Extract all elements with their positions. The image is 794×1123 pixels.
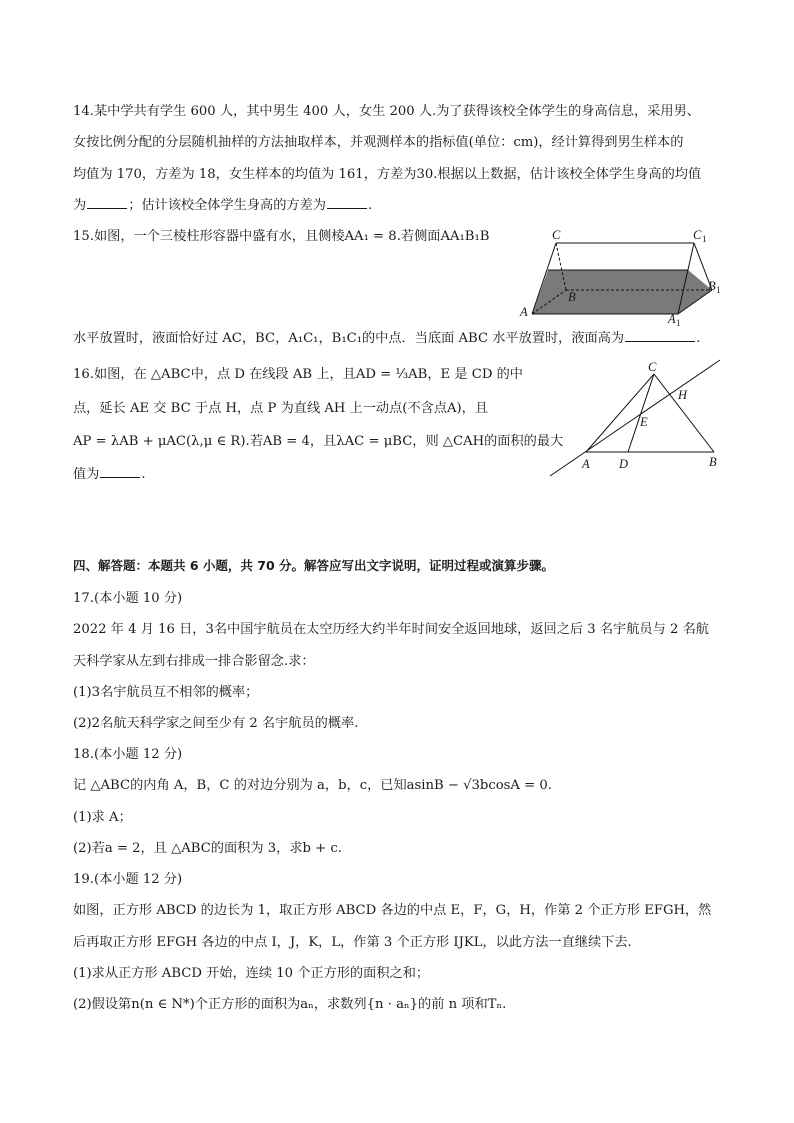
prism-label-B1: B xyxy=(708,279,716,293)
q16-text-b: . xyxy=(141,467,146,482)
tri-label-H: H xyxy=(678,388,688,402)
prism-label-A: A xyxy=(520,305,528,319)
prism-label-B1-sub: 1 xyxy=(716,285,721,295)
prism-label-B: B xyxy=(568,290,576,304)
q15-blank-height[interactable] xyxy=(625,329,695,342)
q14-blank-variance[interactable] xyxy=(327,196,367,209)
q16-line-1: 16.如图，在 △ABC中，点 D 在线段 AB 上，且AD = ⅓AB，E 是 CD 的中 xyxy=(73,367,523,382)
q15-line-1: 15.如图，一个三棱柱形容器中盛有水，且侧棱AA₁ = 8.若侧面AA₁B₁B xyxy=(73,229,490,244)
q17-part-1: (1)3名宇航员互不相邻的概率； xyxy=(73,685,259,700)
prism-figure xyxy=(512,228,732,328)
q17-part-2: (2)2名航天科学家之间至少有 2 名宇航员的概率. xyxy=(73,716,359,731)
tri-label-E: E xyxy=(640,415,648,429)
q15-line-2 xyxy=(73,329,700,349)
q14-text-c: . xyxy=(368,198,373,213)
q18-line-1: 记 △ABC的内角 A，B，C 的对边分别为 a，b，c，已知asinB − √3bcosA = 0. xyxy=(73,778,552,793)
tri-label-B: B xyxy=(709,455,717,469)
q17-line-1: 2022 年 4 月 16 日，3名中国宇航员在太空历经大约半年时间安全返回地球，返回之后 3 名宇航员与 2 名航 xyxy=(73,622,709,637)
q15-text-b: . xyxy=(696,331,701,346)
q19-line-2: 后再取正方形 EFGH 各边的中点 I，J，K，L，作第 3 个正方形 IJKL，以此方法一直继续下去. xyxy=(73,935,632,950)
prism-label-C: C xyxy=(552,228,561,242)
q18-part-1: (1)求 A； xyxy=(73,810,132,825)
q17-head: 17.(本小题 10 分) xyxy=(73,591,183,606)
q16-line-3: AP = λAB + μAC(λ,μ ∈ R).若AB = 4，且λAC = μBC，则 △CAH的面积的最大 xyxy=(73,434,564,449)
tri-label-D: D xyxy=(619,457,629,471)
q15-text-a: 水平放置时，液面恰好过 AC，BC，A₁C₁，B₁C₁的中点．当底面 ABC 水平放置时，液面高为 xyxy=(73,331,625,346)
q19-line-1: 如图，正方形 ABCD 的边长为 1，取正方形 ABCD 各边的中点 E，F，G，H，作第 2 个正方形 EFGH，然 xyxy=(73,903,712,918)
prism-label-A1-sub: 1 xyxy=(676,318,681,328)
section-4-heading: 四、解答题：本题共 6 小题，共 70 分。解答应写出文字说明，证明过程或演算步骤。 xyxy=(73,558,555,573)
q14-line-2: 女按比例分配的分层随机抽样的方法抽取样本，并观测样本的指标值(单位：cm)，经计算得到男生样本的 xyxy=(73,135,684,150)
q14-text-a: 为 xyxy=(73,198,87,213)
q18-part-2: (2)若a = 2，且 △ABC的面积为 3，求b + c. xyxy=(73,841,342,856)
tri-label-A: A xyxy=(582,457,590,471)
q14-line-3: 均值为 170，方差为 18，女生样本的均值为 161，方差为30.根据以上数据，估计该校全体学生身高的均值 xyxy=(73,167,702,182)
q17-line-2: 天科学家从左到右排成一排合影留念.求： xyxy=(73,654,315,669)
q14-line-4 xyxy=(73,196,372,216)
q16-line-2: 点，延长 AE 交 BC 于点 H，点 P 为直线 AH 上一动点(不含点A)，且 xyxy=(73,401,489,416)
prism-label-A1: A xyxy=(668,312,676,326)
q14-blank-mean[interactable] xyxy=(87,196,127,209)
q14-line-1: 14.某中学共有学生 600 人，其中男生 400 人，女生 200 人.为了获得该校全体学生的身高信息，采用男、 xyxy=(73,104,700,119)
q19-part-2: (2)假设第n(n ∈ N*)个正方形的面积为aₙ，求数列{n · aₙ}的前 n 项和Tₙ. xyxy=(73,997,507,1012)
triangle-figure xyxy=(548,356,728,480)
q16-blank-max-area[interactable] xyxy=(100,465,140,478)
q14-text-b: ；估计该校全体学生身高的方差为 xyxy=(128,198,326,213)
prism-label-C1: C xyxy=(693,228,702,242)
prism-label-C1-sub: 1 xyxy=(702,234,707,244)
q19-part-1: (1)求从正方形 ABCD 开始，连续 10 个正方形的面积之和； xyxy=(73,966,430,981)
q19-head: 19.(本小题 12 分) xyxy=(73,872,183,887)
q18-head: 18.(本小题 12 分) xyxy=(73,747,183,762)
tri-label-C: C xyxy=(648,360,657,374)
q16-text-a: 值为 xyxy=(73,467,100,482)
q16-line-4 xyxy=(73,465,146,485)
water-region xyxy=(532,270,712,314)
